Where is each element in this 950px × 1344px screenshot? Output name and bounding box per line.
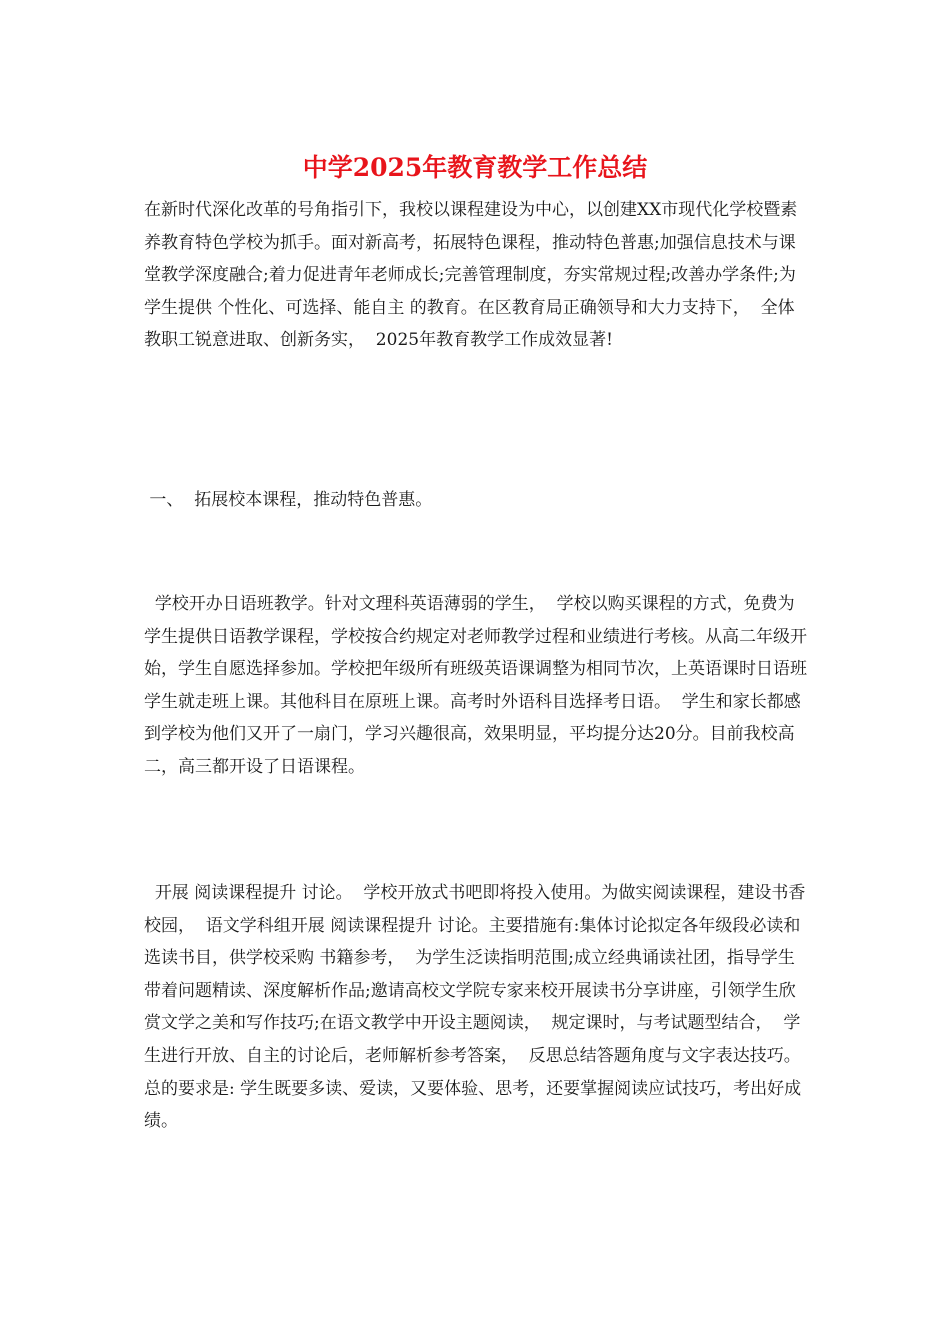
intro-paragraph: 在新时代深化改革的号角指引下，我校以课程建设为中心，以创建XX市现代化学校暨素养教育特色学校为抓手。面对新高考，拓展特色课程，推动特色普惠;加强信息技术与课堂教学深度融合;着力促进青年老师成长;完善管理制度，夯实常规过程;改善办学条件;为学生提供 个性化、可选择、能自主 的教育。在区教育局正确领导和大力支持下， 全体教职工锐意进取、创新务实， 2025年教育教学工作成效显著! (144, 200, 798, 351)
reading-course-paragraph: 开展 阅读课程提升 讨论。 学校开放式书吧即将投入使用。为做实阅读课程，建设书香校园， 语文学科组开展 阅读课程提升 讨论。主要措施有:集体讨论拟定各年级段必读和选读书目，供学校采购 书籍参考， 为学生泛读指明范围;成立经典诵读社团，指导学生带着问题精读、深度解析作品;邀请高校文学院专家来校开展读书分享讲座，引领学生欣赏文学之美和写作技巧;在语文教学中开设主题阅读， 规定课时，与考试题型结合， 学生进行开放、自主的讨论后，老师解析参考答案， 反思总结答题角度与文字表达技巧。总的要求是: 学生既要多读、爱读，又要体验、思考，还要掌握阅读应试技巧，考出好成绩。 (144, 883, 806, 1132)
japanese-class-paragraph: 学校开办日语班教学。针对文理科英语薄弱的学生， 学校以购买课程的方式，免费为学生提供日语教学课程，学校按合约规定对老师教学过程和业绩进行考核。从高二年级开始，学生自愿选择参加。学校把年级所有班级英语课调整为相同节次，上英语课时日语班学生就走班上课。其他科目在原班上课。高考时外语科目选择考日语。 学生和家长都感到学校为他们又开了一扇门，学习兴趣很高，效果明显，平均提分达20分。目前我校高二，高三都开设了日语课程。 (144, 594, 807, 777)
document-title: 中学2025年教育教学工作总结 (302, 153, 648, 182)
section-heading: 一、 拓展校本课程，推动特色普惠。 (144, 490, 433, 510)
